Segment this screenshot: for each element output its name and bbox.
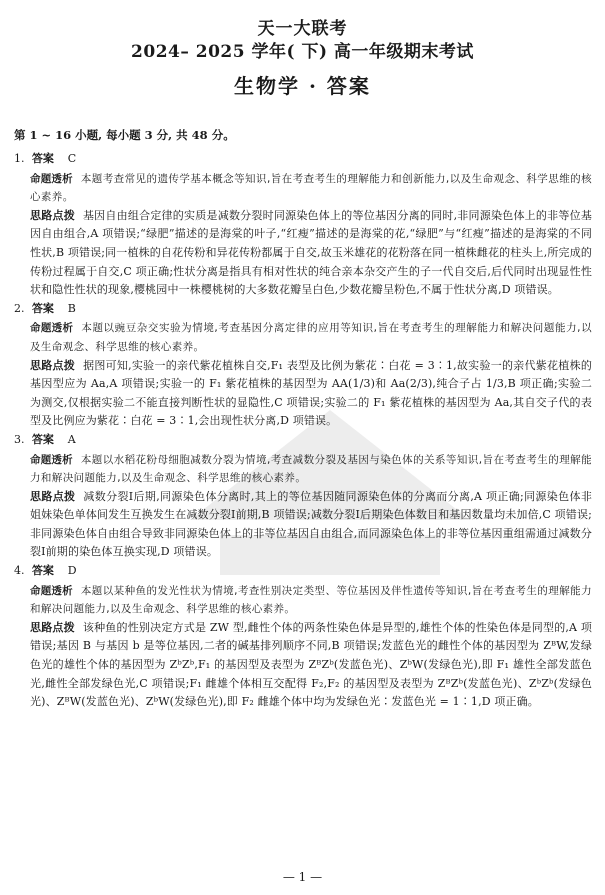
question-block — [14, 431, 592, 562]
intent-label: 命题透析 — [30, 453, 73, 466]
analysis-text: 减数分裂Ⅰ后期,同源染色体分离时,其上的等位基因随同源染色体的分离而分离,A 项正确;同源染色体非姐妹染色单体间发生互换发生在减数分裂Ⅰ前期,B 项错误;减数分裂Ⅰ后期染色体数目和基因数量均未加倍,C 项错误;非同源染色体自由组合导致非同源染色体上的非等位基因自由组合,而同源染色体上的非等位基因重组需通过减数分裂Ⅰ前期的染色体互换实现,D 项错误。 — [30, 489, 592, 559]
question-analysis — [14, 357, 592, 431]
question-answer-line — [14, 150, 592, 169]
answer-value: B — [67, 301, 76, 315]
answer-label: 答案 — [31, 564, 54, 578]
answer-value: A — [67, 432, 76, 446]
answer-value: D — [67, 564, 77, 578]
question-block — [14, 562, 592, 712]
intent-text: 本题考查常见的遗传学基本概念等知识,旨在考查考生的理解能力和创新能力,以及生命观念、科学思维的核心素养。 — [30, 172, 593, 204]
analysis-label: 思路点拨 — [30, 489, 76, 503]
question-number: 1. — [14, 152, 25, 165]
question-number: 2. — [14, 301, 25, 315]
analysis-label: 思路点拨 — [30, 358, 76, 372]
analysis-label: 思路点拨 — [30, 620, 75, 634]
answer-value: C — [67, 152, 77, 165]
question-analysis — [14, 619, 592, 712]
question-answer-line — [14, 431, 592, 450]
analysis-text: 基因自由组合定律的实质是减数分裂时同源染色体上的等位基因分离的同时,非同源染色体上的非等位基因自由组合,A 项错误;“绿肥”描述的是海棠的叶子,“红瘦”描述的是海棠的花,“绿肥”与“红瘦”描述的是海棠的不同性状,B 项错误;同一植株的自花传粉和异花传粉都属于自交,故玉米雄花的花粉落在同一植株雌花的柱头上,所完成的传粉过程属于自交,C 项正确;性状分离是指具有相对性状的纯合亲本杂交产生的子一代自交后,后代同时出现显性性状和隐性性状的现象,樱桃园中一株樱桃树的大多数花瓣呈白色,少数花瓣呈粉色,不属于性状分离,D 项错误。 — [30, 208, 592, 297]
question-intent — [14, 582, 592, 619]
intent-text: 本题以水稻花粉母细胞减数分裂为情境,考查减数分裂及基因与染色体的关系等知识,旨在考查考生的理解能力和解决问题能力,以及生命观念、科学思维的核心素养。 — [30, 453, 593, 485]
answer-label: 答案 — [31, 301, 54, 315]
question-block — [14, 150, 592, 300]
question-number: 4. — [14, 564, 25, 578]
analysis-text: 据图可知,实验一的亲代紫花植株自交,F₁ 表型及比例为紫花∶白花 = 3∶1,故实验一的亲代紫花植株的基因型应为 Aa,A 项错误;实验一的 F₁ 紫花植株的基因型为 AA(1/3)和 Aa(2/3),纯合子占 1/3,B 项正确;实验二为测交,仅根据实验二不能直接判断性状的显隐性,C 项错误;实验二的 F₁ 紫花植株的基因型为 Aa,其自交子代的表型及比例应为紫花∶白花 = 3∶1,会出现性状分离,D 项错误。 — [30, 358, 592, 428]
question-analysis — [14, 207, 592, 300]
question-block — [14, 300, 592, 431]
intent-text: 本题以某种鱼的发光性状为情境,考查性别决定类型、等位基因及伴性遗传等知识,旨在考查考生的理解能力和解决问题能力,以及生命观念、科学思维的核心素养。 — [30, 584, 593, 616]
question-intent — [14, 451, 592, 488]
analysis-text: 该种鱼的性别决定方式是 ZW 型,雌性个体的两条性染色体是异型的,雄性个体的性染色体是同型的,A 项错误;基因 B 与基因 b 是等位基因,二者的碱基排列顺序不同,B 项错误;发蓝色光的雌性个体的基因型为 ZᴮW,发绿色光的雄性个体的基因型为 ZᵇZᵇ,F₁ 的基因型及表型为 ZᴮZᵇ(发蓝色光)、ZᵇW(发绿色光),即 F₁ 雄性全部发蓝色光,雌性全部发绿色光,C 项错误;F₁ 雌雄个体相互交配得 F₂,F₂ 的基因型及表型为 ZᴮZᵇ(发蓝色光)、ZᵇZᵇ(发绿色光)、ZᴮW(发蓝色光)、ZᵇW(发绿色光),即 F₂ 雌雄个体中均为发绿色光∶发蓝色光 = 1∶1,D 项正确。 — [30, 620, 592, 709]
subject-answer-title: 生物学 · 答案 — [234, 74, 371, 98]
question-analysis — [14, 488, 592, 562]
question-number: 3. — [14, 432, 25, 446]
questions-list — [14, 150, 592, 712]
question-answer-line — [14, 300, 592, 319]
intent-label: 命题透析 — [30, 584, 73, 597]
section-intro: 第 1 ~ 16 小题, 每小题 3 分, 共 48 分。 — [14, 128, 235, 142]
intent-label: 命题透析 — [30, 172, 73, 185]
question-answer-line — [14, 562, 592, 581]
intent-text: 本题以豌豆杂交实验为情境,考查基因分离定律的应用等知识,旨在考查考生的理解能力和解决问题能力,以及生命观念、科学思维的核心素养。 — [30, 322, 592, 353]
analysis-label: 思路点拨 — [30, 208, 75, 222]
intent-label: 命题透析 — [30, 322, 74, 335]
question-intent — [14, 170, 592, 207]
question-intent — [14, 319, 592, 356]
page-number: — 1 — — [282, 870, 323, 884]
answer-label: 答案 — [31, 152, 54, 165]
exam-organizer-title: 天一大联考 — [257, 19, 348, 39]
answer-label: 答案 — [31, 432, 54, 446]
exam-title: 2024– 2025 学年( 下) 高一年级期末考试 — [131, 42, 474, 62]
